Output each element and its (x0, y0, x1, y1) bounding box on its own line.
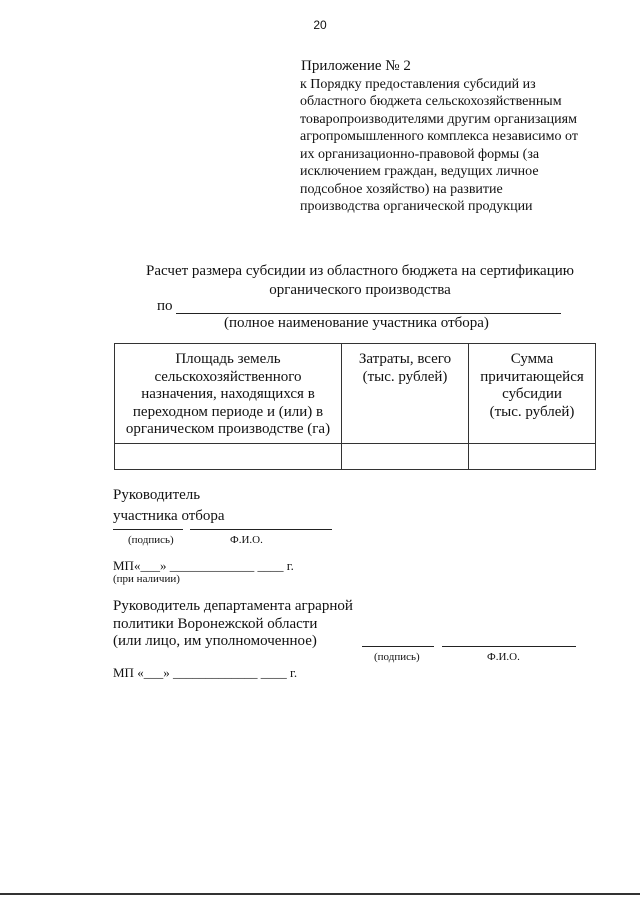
header-subsidy-line: (тыс. рублей) (489, 403, 575, 420)
name-field[interactable] (442, 646, 576, 647)
signature-label: (подпись) (128, 534, 174, 546)
stamp-date-line: МП «___» _____________ ____ г. (113, 665, 298, 680)
stamp-note: (при наличии) (113, 573, 180, 585)
calculation-title-line2: органического производства (269, 282, 451, 298)
page-bottom-rule (0, 893, 640, 895)
header-area-line: органическом производстве (га) (125, 421, 331, 437)
stamp-date-line: МП«___» _____________ ____ г. (113, 558, 294, 573)
table-row (115, 443, 596, 469)
appendix-line: производства органической продукции (300, 199, 533, 214)
header-costs-line: (тыс. рублей) (362, 368, 448, 385)
appendix-line: подсобное хозяйство) на развитие (300, 181, 503, 197)
signature-label: (подпись) (374, 651, 420, 663)
calculation-title-line1: Расчет размера субсидии из областного бюджета на сертификацию (146, 263, 574, 279)
appendix-line: исключением граждан, ведущих личное (300, 164, 539, 179)
header-costs-line: Затраты, всего (358, 351, 452, 367)
appendix-line: областного бюджета сельскохозяйственным (300, 94, 562, 109)
signature-field[interactable] (362, 646, 434, 647)
header-area-line: Площадь земель (175, 351, 281, 367)
cell-subsidy[interactable] (469, 443, 596, 469)
appendix-line: агропромышленного комплекса независимо от (300, 129, 578, 144)
header-area-line: переходном периоде и (или) в (132, 403, 324, 420)
appendix-line: к Порядку предоставления субсидий из (300, 76, 536, 92)
page-number: 20 (313, 18, 327, 32)
participant-line (157, 298, 173, 315)
header-area-line: сельскохозяйственного (154, 368, 302, 385)
appendix-title: Приложение № 2 (301, 58, 411, 74)
header-costs (342, 344, 469, 444)
header-subsidy-line: субсидии (502, 386, 562, 402)
role-line: участника отбора (113, 507, 225, 524)
head-of-department (113, 598, 353, 651)
signature-field[interactable] (113, 529, 183, 530)
role-line: Руководитель департамента аграрной (113, 598, 353, 614)
header-subsidy (469, 344, 596, 444)
name-field[interactable] (190, 529, 332, 530)
table-header-row (115, 344, 596, 444)
participant-name-field[interactable] (176, 313, 561, 314)
header-area-line: назначения, находящихся в (141, 386, 315, 402)
participant-hint: (полное наименование участника отбора) (224, 315, 489, 331)
calculation-title (100, 262, 620, 300)
cell-costs[interactable] (342, 443, 469, 469)
head-of-participant (113, 487, 225, 525)
header-subsidy-line: Сумма (510, 351, 554, 367)
po-label: по (157, 298, 173, 314)
cell-area[interactable] (115, 443, 342, 469)
name-label: Ф.И.О. (230, 534, 263, 546)
role-line: (или лицо, им уполномоченное) (113, 633, 317, 649)
appendix-line: их организационно-правовой формы (за (300, 146, 540, 162)
role-line: политики Воронежской области (113, 615, 318, 632)
role-line: Руководитель (113, 487, 201, 503)
name-label: Ф.И.О. (487, 651, 520, 663)
header-subsidy-line: причитающейся (480, 368, 584, 385)
header-area (115, 344, 342, 444)
appendix-header (300, 58, 620, 216)
appendix-line: товаропроизводителями другим организациям (300, 111, 577, 127)
subsidy-table (114, 343, 596, 470)
